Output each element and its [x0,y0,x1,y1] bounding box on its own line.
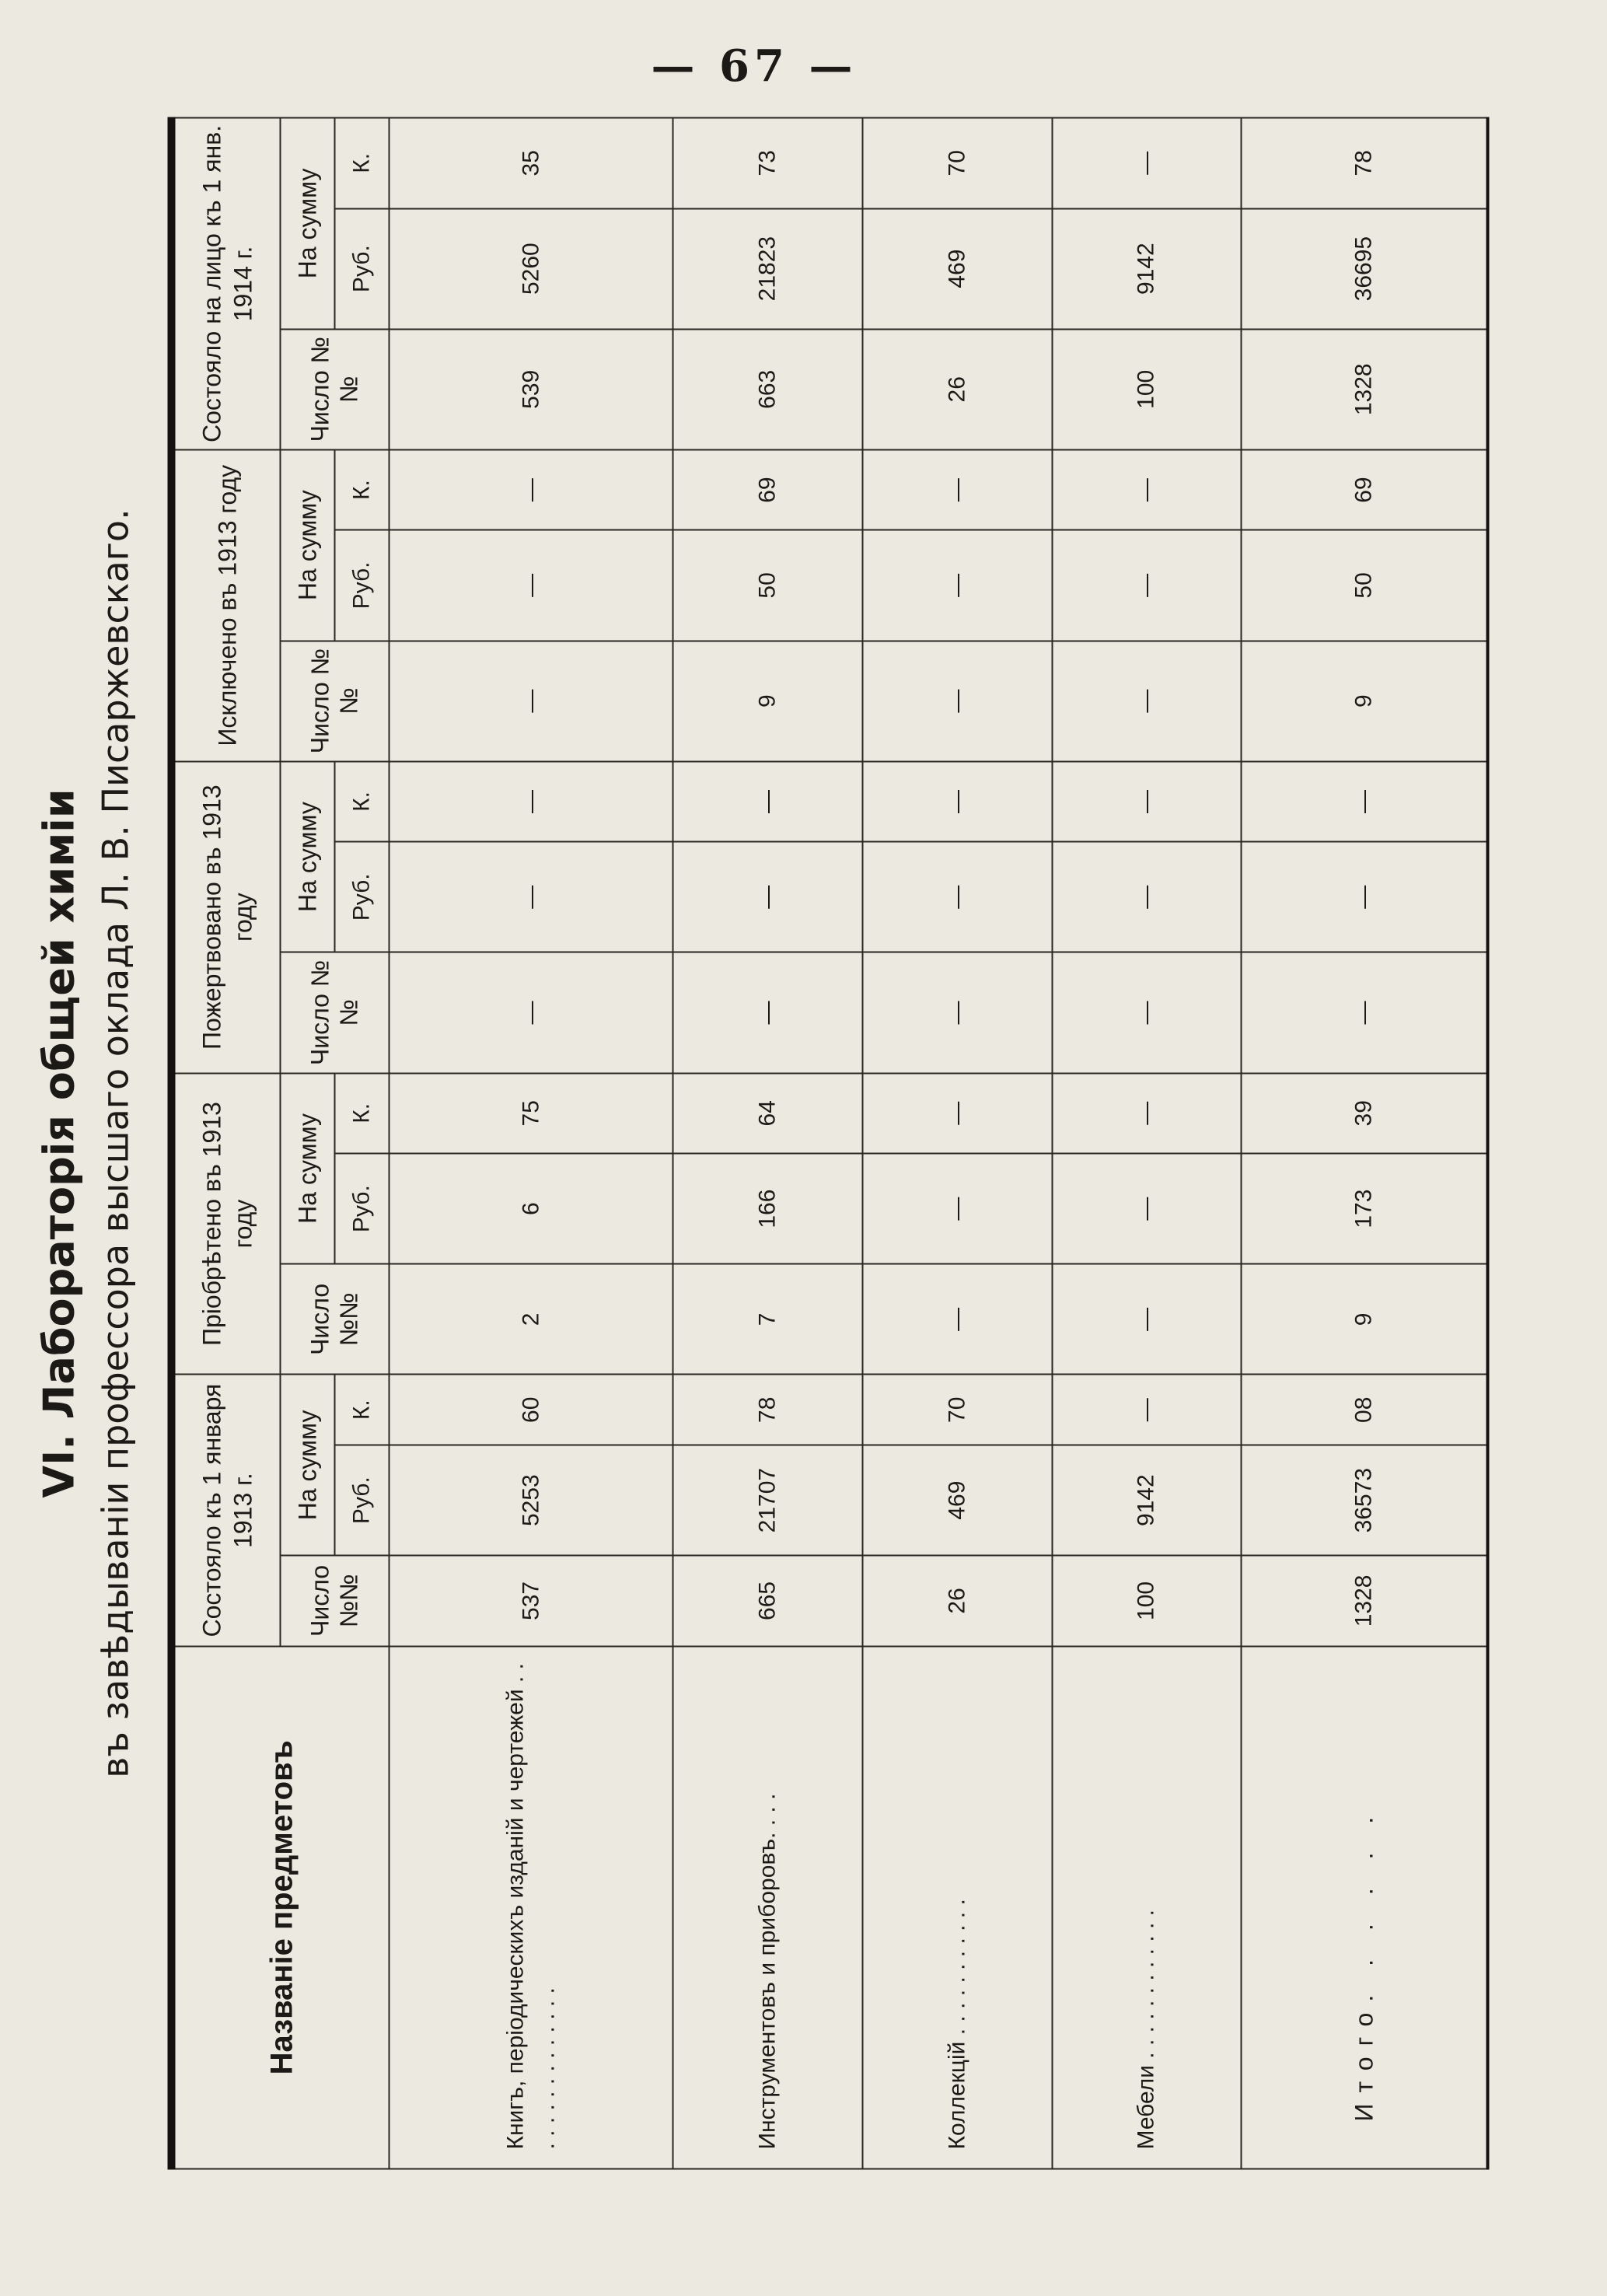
value-cell: — [1052,118,1242,209]
value-cell: — [1052,1375,1242,1445]
table-row [673,118,863,2169]
value-cell: 9 [1242,641,1488,761]
value-cell: — [390,449,673,529]
value-cell: — [1052,761,1242,841]
item-name: Книгъ, періодическихъ изданій и чертежей . . . . . . . . . . . . . . . [390,1646,673,2168]
value-cell: — [1242,952,1488,1073]
kop-header: К. [335,1073,390,1153]
kop-header: К. [335,118,390,209]
count-header: Число №№ [281,1556,390,1646]
value-cell: 539 [390,329,673,449]
table-row-total [1242,118,1488,2169]
value-cell: — [863,449,1053,529]
value-cell: 100 [1052,329,1242,449]
group-header-excluded: Исключено въ 1913 году [172,449,281,761]
table-body [390,118,1488,2169]
value-cell: 35 [390,118,673,209]
value-cell: — [390,761,673,841]
total-label: Итого. . . . . . [1242,1646,1488,2168]
value-cell: — [1242,761,1488,841]
value-cell: 21707 [673,1445,863,1556]
value-cell: 537 [390,1556,673,1646]
sum-header: На сумму [281,761,335,952]
rub-header: Руб. [335,1445,390,1556]
rotated-content [32,117,1577,2170]
group-header-acquired: Пріобрѣтено въ 1913 году [172,1073,281,1375]
value-cell: — [863,952,1053,1073]
count-header: Число №№ [281,1264,390,1375]
table-row [1052,118,1242,2169]
value-cell: 2 [390,1264,673,1375]
heading [32,117,148,2170]
value-cell: 166 [673,1154,863,1264]
section-title: VI. Лабораторія общей химіи [34,788,84,1498]
value-cell: — [863,1154,1053,1264]
value-cell: 36695 [1242,208,1488,329]
value-cell: 9142 [1052,1445,1242,1556]
item-name: Инструментовъ и приборовъ. . . . [673,1646,863,2168]
kop-header: К. [335,449,390,529]
value-cell: 08 [1242,1375,1488,1445]
value-cell: 469 [863,208,1053,329]
value-cell: 1328 [1242,1556,1488,1646]
value-cell: — [863,761,1053,841]
value-cell: 5253 [390,1445,673,1556]
value-cell: — [1052,449,1242,529]
value-cell: 69 [1242,449,1488,529]
count-header: Число №№ [281,641,390,761]
page-number: — 67 — [651,40,858,92]
sum-header: На сумму [281,449,335,641]
value-cell: 69 [673,449,863,529]
kop-header: К. [335,761,390,841]
value-cell: 665 [673,1556,863,1646]
value-cell: 5260 [390,208,673,329]
sum-header: На сумму [281,1073,335,1264]
value-cell: — [390,952,673,1073]
sum-header: На сумму [281,118,335,330]
value-cell: 9142 [1052,208,1242,329]
value-cell: 26 [863,329,1053,449]
value-cell: 1328 [1242,329,1488,449]
value-cell: — [863,842,1053,952]
value-cell: 21823 [673,208,863,329]
value-cell: 6 [390,1154,673,1264]
value-cell: — [673,952,863,1073]
value-cell: 78 [1242,118,1488,209]
value-cell: 9 [673,641,863,761]
section-subtitle: въ завѣдываніи профессора высшаго оклада Л. В. Писаржевскаго. [94,508,137,1778]
value-cell: 50 [1242,530,1488,641]
value-cell: — [1052,1264,1242,1375]
value-cell: — [673,842,863,952]
value-cell: — [863,641,1053,761]
value-cell: 26 [863,1556,1053,1646]
item-name: Коллекцій . . . . . . . . . . . [863,1646,1053,2168]
value-cell: 39 [1242,1073,1488,1153]
value-cell: 100 [1052,1556,1242,1646]
value-cell: — [390,530,673,641]
value-cell: — [673,761,863,841]
value-cell: — [863,1073,1053,1153]
group-header-end: Состояло на лицо къ 1 янв. 1914 г. [172,118,281,450]
value-cell: 173 [1242,1154,1488,1264]
value-cell: 64 [673,1073,863,1153]
value-cell: — [1242,842,1488,952]
value-cell: — [863,1264,1053,1375]
kop-header: К. [335,1375,390,1445]
name-column-header: Названіе предметовъ [172,1646,390,2168]
value-cell: — [1052,641,1242,761]
count-header: Число №№ [281,952,390,1073]
group-header-start: Состояло къ 1 января 1913 г. [172,1375,281,1646]
inventory-table [168,117,1490,2170]
value-cell: 7 [673,1264,863,1375]
value-cell: — [1052,1154,1242,1264]
rub-header: Руб. [335,1154,390,1264]
rub-header: Руб. [335,530,390,641]
rub-header: Руб. [335,842,390,952]
count-header: Число №№ [281,329,390,449]
value-cell: — [863,530,1053,641]
value-cell: — [1052,530,1242,641]
value-cell: 36573 [1242,1445,1488,1556]
table-row [863,118,1053,2169]
value-cell: — [1052,1073,1242,1153]
group-header-donated: Пожертвовано въ 1913 году [172,761,281,1073]
value-cell: 70 [863,1375,1053,1445]
table-row [390,118,673,2169]
value-cell: — [1052,842,1242,952]
value-cell: — [390,641,673,761]
value-cell: 663 [673,329,863,449]
value-cell: — [390,842,673,952]
value-cell: 9 [1242,1264,1488,1375]
item-name: Мебели . . . . . . . . . . . . [1052,1646,1242,2168]
rub-header: Руб. [335,208,390,329]
value-cell: 60 [390,1375,673,1445]
value-cell: — [1052,952,1242,1073]
sum-header: На сумму [281,1375,335,1556]
value-cell: 70 [863,118,1053,209]
value-cell: 469 [863,1445,1053,1556]
value-cell: 73 [673,118,863,209]
value-cell: 75 [390,1073,673,1153]
value-cell: 78 [673,1375,863,1445]
value-cell: 50 [673,530,863,641]
